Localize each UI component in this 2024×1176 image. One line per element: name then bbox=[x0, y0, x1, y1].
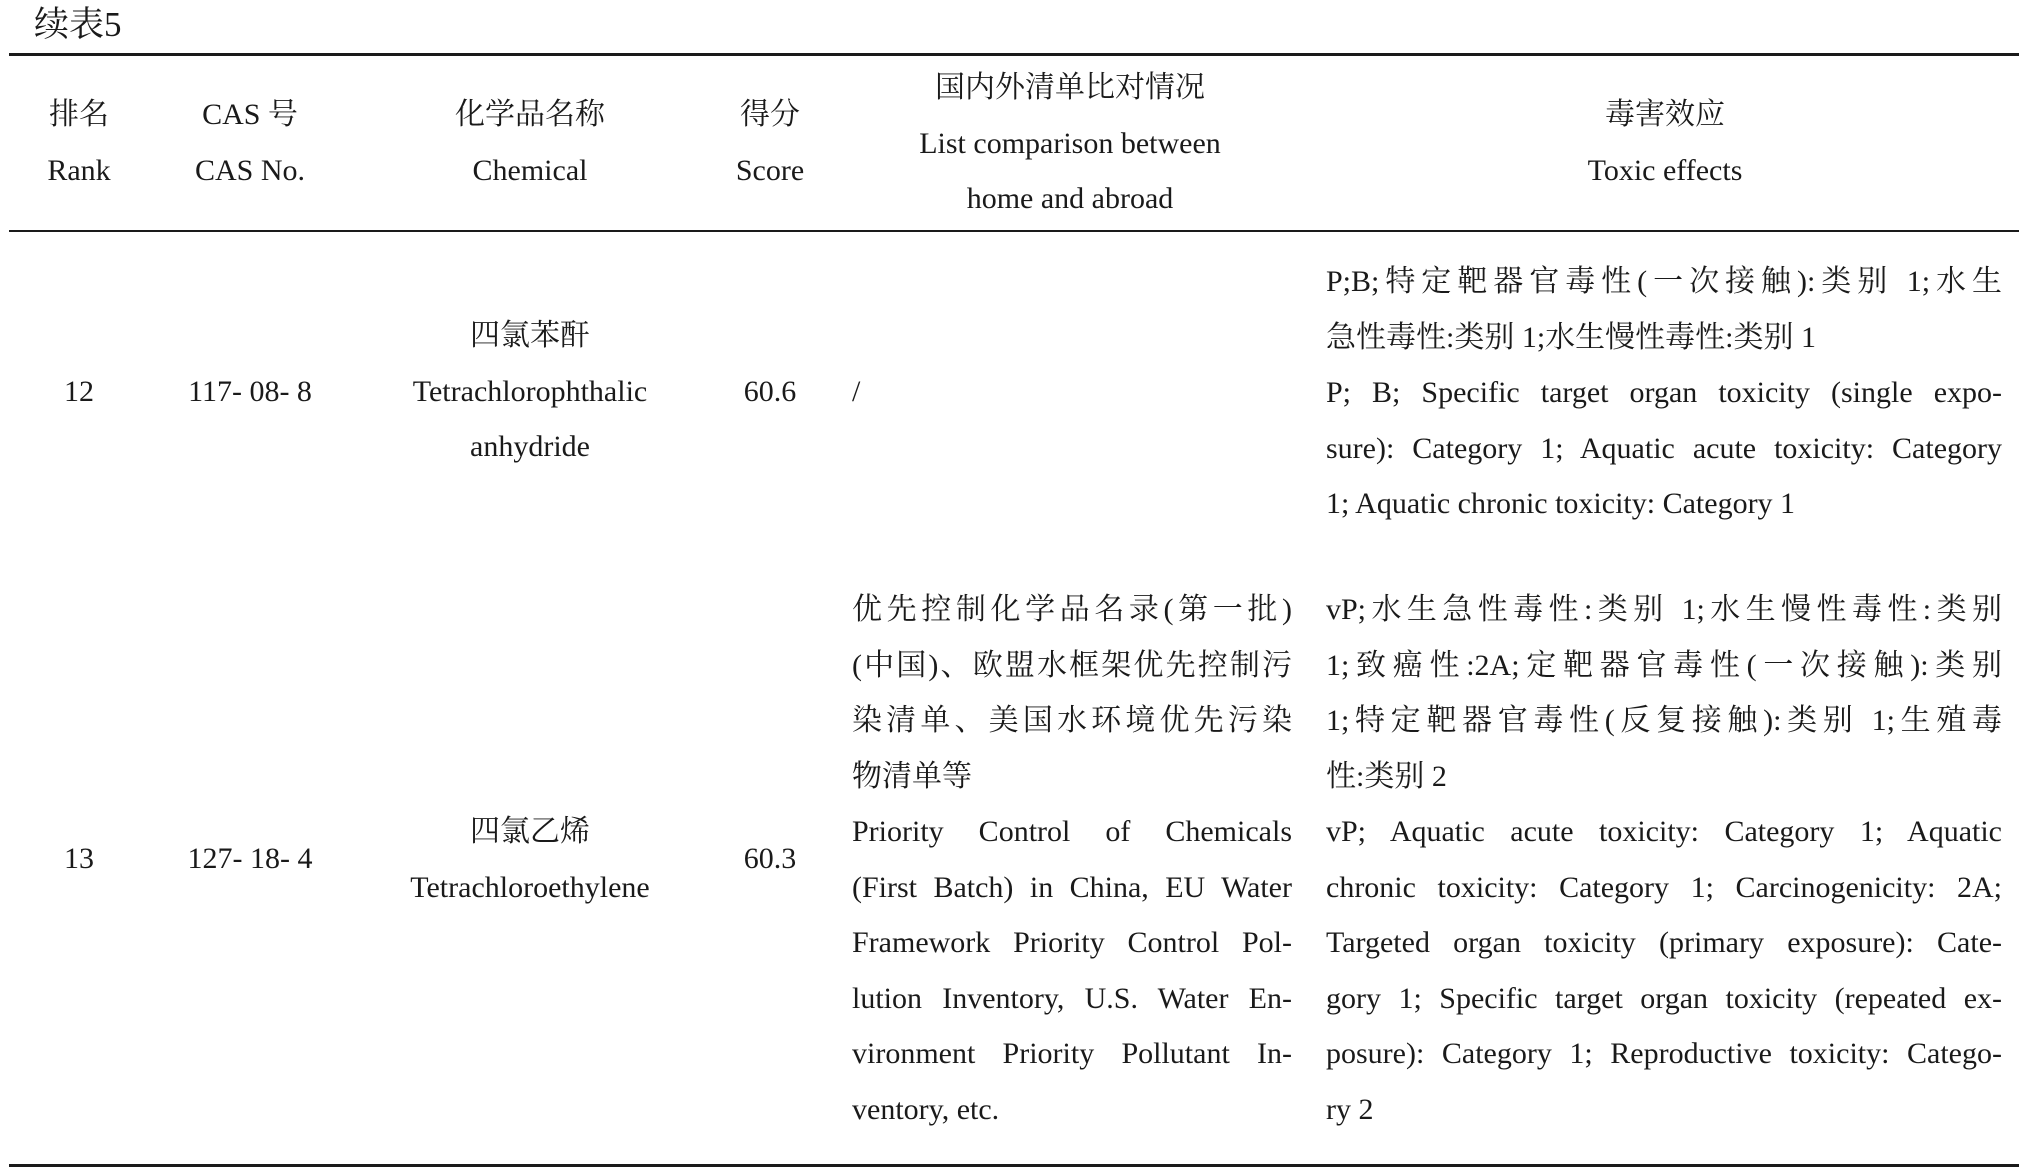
comparison-line: Framework Priority Control Pol- bbox=[852, 926, 1292, 959]
toxic-line: 急性毒性:类别 1;水生慢性毒性:类别 1 bbox=[1326, 320, 1817, 354]
toxic-line: 1;致癌性:2A;定靶器官毒性(一次接触):类别 bbox=[1326, 648, 2002, 682]
header-cas-en: CAS No. bbox=[194, 153, 306, 187]
toxic-line: vP;水生急性毒性:类别 1;水生慢性毒性:类别 bbox=[1326, 593, 2002, 626]
comparison-line: ventory, etc. bbox=[852, 1092, 1000, 1126]
comparison-line: (中国)、欧盟水框架优先控制污 bbox=[852, 648, 1292, 682]
chemical-name-zh: 四氯乙烯 bbox=[470, 815, 590, 848]
toxic-line: 性:类别 2 bbox=[1326, 759, 1447, 793]
header-chemical-en: Chemical bbox=[472, 153, 588, 187]
toxic-line: vP; Aquatic acute toxicity: Category 1; Aquatic bbox=[1326, 815, 2002, 848]
cell-rank: 13 bbox=[64, 842, 94, 875]
table-caption: 续表5 bbox=[34, 5, 122, 44]
cell-comparison bbox=[852, 582, 1292, 1137]
cell-score: 60.6 bbox=[743, 375, 797, 408]
cell-cas: 127- 18- 4 bbox=[187, 842, 313, 875]
cell-chemical bbox=[380, 804, 680, 915]
chemical-name-zh: 四氯苯酐 bbox=[470, 319, 590, 352]
toxic-line: chronic toxicity: Category 1; Carcinogenicity: 2A; bbox=[1326, 870, 2002, 904]
header-comparison-en-2: home and abroad bbox=[966, 182, 1174, 215]
cell-score: 60.3 bbox=[743, 842, 797, 875]
comparison-line: (First Batch) in China, EU Water bbox=[852, 870, 1292, 904]
cell-toxic bbox=[1326, 582, 2002, 1137]
cell-rank: 12 bbox=[64, 375, 94, 408]
header-chemical-zh: 化学品名称 bbox=[455, 98, 605, 131]
header-comparison-zh: 国内外清单比对情况 bbox=[935, 71, 1205, 104]
comparison-line: lution Inventory, U.S. Water En- bbox=[852, 981, 1292, 1015]
table-header-rule bbox=[9, 230, 2019, 232]
toxic-line: 1;特定靶器官毒性(反复接触):类别 1;生殖毒 bbox=[1326, 704, 2002, 737]
table-bottom-rule bbox=[9, 1164, 2019, 1167]
header-toxic bbox=[1330, 87, 2000, 198]
header-rank bbox=[9, 87, 149, 198]
header-score-en: Score bbox=[735, 153, 805, 187]
header-cas-zh: CAS 号 bbox=[202, 98, 298, 131]
table-top-rule bbox=[9, 53, 2019, 56]
header-toxic-zh: 毒害效应 bbox=[1605, 98, 1725, 131]
comparison-line: 优先控制化学品名录(第一批) bbox=[852, 593, 1292, 626]
cell-comparison bbox=[852, 364, 1292, 420]
comparison-line: vironment Priority Pollutant In- bbox=[852, 1037, 1292, 1070]
cell-chemical bbox=[380, 308, 680, 475]
header-chemical bbox=[380, 87, 680, 198]
toxic-line: P; B; Specific target organ toxicity (single expo- bbox=[1326, 376, 2002, 409]
chemical-name-en-1: Tetrachlorophthalic bbox=[412, 374, 648, 408]
header-comparison-en-1: List comparison between bbox=[919, 126, 1221, 160]
toxic-line: 1; Aquatic chronic toxicity: Category 1 bbox=[1326, 487, 1796, 520]
header-comparison bbox=[850, 60, 1290, 227]
toxic-line: posure): Category 1; Reproductive toxicity: Catego- bbox=[1326, 1037, 2002, 1070]
cell-cas: 117- 08- 8 bbox=[188, 375, 312, 408]
header-score-zh: 得分 bbox=[740, 98, 800, 131]
header-score bbox=[700, 87, 840, 198]
comparison-line: / bbox=[852, 375, 861, 408]
toxic-line: Targeted organ toxicity (primary exposure): Cate- bbox=[1326, 926, 2002, 959]
comparison-line: 染清单、美国水环境优先污染 bbox=[852, 704, 1292, 737]
chemical-name-en: Tetrachloroethylene bbox=[410, 870, 650, 904]
header-rank-zh: 排名 bbox=[49, 98, 109, 131]
cell-toxic bbox=[1326, 254, 2002, 532]
toxic-line: P;B;特定靶器官毒性(一次接触):类别 1;水生 bbox=[1326, 265, 2002, 298]
comparison-line: Priority Control of Chemicals bbox=[852, 815, 1292, 848]
chemical-name-en-2: anhydride bbox=[470, 430, 590, 463]
header-rank-en: Rank bbox=[47, 153, 111, 187]
header-cas bbox=[150, 87, 350, 198]
comparison-line: 物清单等 bbox=[852, 759, 972, 793]
toxic-line: gory 1; Specific target organ toxicity (repeated ex- bbox=[1326, 981, 2002, 1015]
header-toxic-en: Toxic effects bbox=[1587, 153, 1743, 187]
toxic-line: sure): Category 1; Aquatic acute toxicity: Category bbox=[1326, 431, 2002, 465]
toxic-line: ry 2 bbox=[1326, 1092, 1374, 1126]
